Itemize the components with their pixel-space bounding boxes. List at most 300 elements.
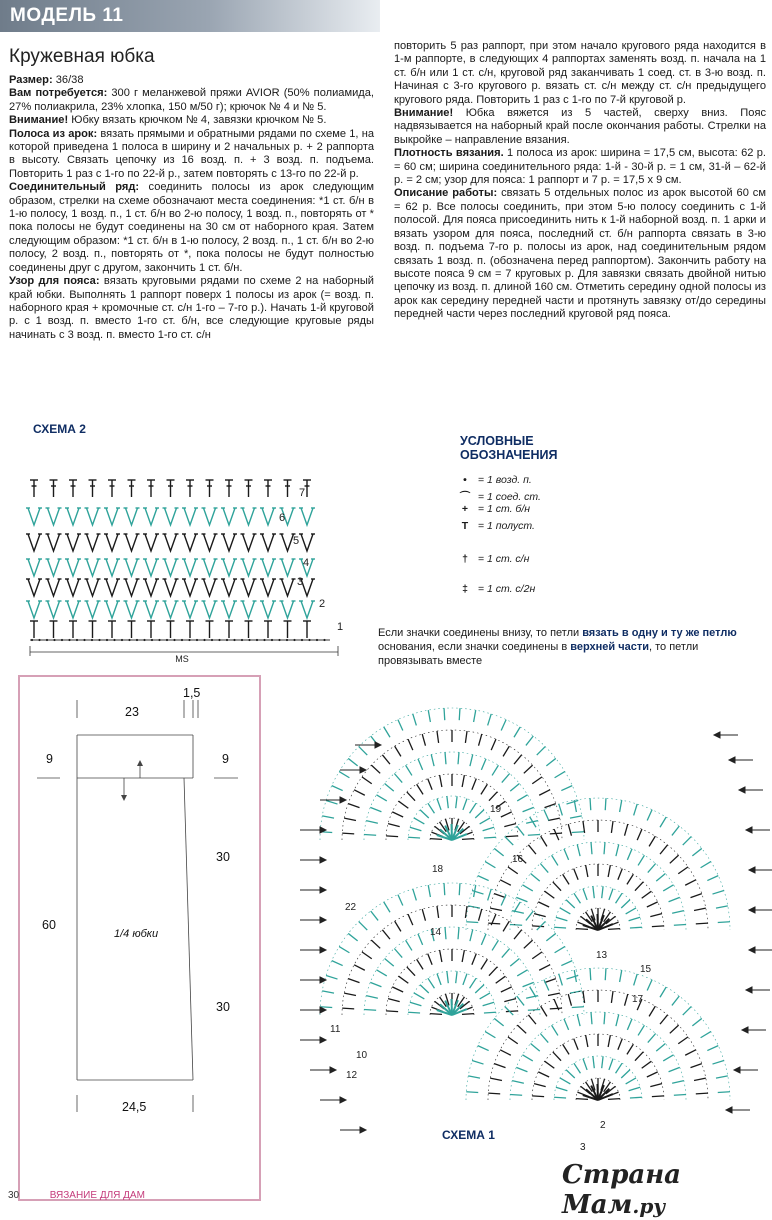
schema1-stitch xyxy=(479,734,482,746)
schema1-stitch xyxy=(683,1007,691,1015)
schema1-stitch xyxy=(523,807,534,811)
schema1-stitch xyxy=(407,792,415,801)
schema1-stitch xyxy=(707,876,718,881)
schema1-stitch xyxy=(502,774,510,783)
schema1-stitch xyxy=(718,922,730,923)
schema1-stitch xyxy=(466,922,478,923)
schema1-stitch xyxy=(474,710,476,722)
schema1-stitch xyxy=(605,968,606,980)
schema1-row-number: 19 xyxy=(490,804,502,815)
schema1-row-number: 11 xyxy=(330,1024,341,1035)
schema1-stitch xyxy=(463,974,467,985)
schema1-stitch xyxy=(354,965,365,970)
schema1-stitch xyxy=(572,832,584,833)
schema1-stitch xyxy=(430,839,442,840)
schema1-stitch xyxy=(532,952,542,959)
schema1-stitch xyxy=(707,1046,718,1051)
schema1-stitch xyxy=(555,772,565,778)
schema1-stitch xyxy=(418,759,423,770)
schema1-stitch xyxy=(634,974,638,985)
schema1-stitch xyxy=(394,774,402,783)
schema1-stitch xyxy=(618,869,622,880)
schema1-row-number: 14 xyxy=(430,927,442,938)
schema1-stitch xyxy=(385,783,394,791)
schema1-stitch xyxy=(444,708,445,720)
schema1-stitch xyxy=(517,996,524,1005)
schema1-stitch xyxy=(541,836,547,846)
schema1-stitch xyxy=(526,911,533,920)
schema1-stitch xyxy=(326,975,337,979)
join-arrow xyxy=(300,1007,326,1013)
schema1-stitch xyxy=(561,786,572,791)
schema1-stitch xyxy=(417,784,423,794)
schema1-stitch xyxy=(491,739,496,750)
schema1-stitch xyxy=(660,845,668,854)
schema1-stitch xyxy=(437,731,439,743)
schema1-stitch xyxy=(484,1012,496,1013)
schema1-stitch xyxy=(554,1097,566,1098)
schema1-stitch xyxy=(348,804,359,808)
schema1-stitch xyxy=(540,864,548,873)
schema1-stitch xyxy=(522,885,532,891)
schema1-stitch xyxy=(669,1067,680,1071)
schema1-stitch xyxy=(484,837,496,838)
schema1-stitch xyxy=(618,1039,622,1050)
schema1-stitch xyxy=(526,736,533,745)
schema1-stitch xyxy=(609,889,613,900)
schema1-stitch xyxy=(532,1096,544,1097)
join-arrow xyxy=(310,1067,336,1073)
schema1-stitch xyxy=(647,902,658,907)
schema1-stitch xyxy=(570,816,582,818)
schema1-stitch xyxy=(413,714,417,725)
schema1-stitch xyxy=(556,917,567,920)
schema1-stitch xyxy=(470,929,473,941)
schema1-stitch xyxy=(591,1012,592,1024)
schema1-stitch xyxy=(647,810,652,821)
schema1-stitch xyxy=(566,800,577,804)
schema1-stitch xyxy=(510,1094,522,1095)
schema1-stitch xyxy=(504,824,516,827)
join-arrow xyxy=(300,887,326,893)
schema1-stitch xyxy=(577,844,580,856)
schema1-stitch xyxy=(501,720,506,731)
schema1-stitch xyxy=(508,1037,518,1044)
schema1-stitch xyxy=(408,837,420,838)
schema1-stitch xyxy=(428,803,435,813)
schema1-stitch xyxy=(514,755,522,764)
schema1-stitch xyxy=(422,734,425,746)
schema1-stitch xyxy=(539,965,550,970)
schema1-row-number: 18 xyxy=(432,864,444,875)
schema1-fan xyxy=(466,798,730,930)
schema1-stitch xyxy=(481,784,487,794)
schema1-stitch xyxy=(690,1064,701,1068)
schema1-stitch xyxy=(456,796,457,808)
schema1-stitch xyxy=(465,731,467,743)
schema1-stitch xyxy=(414,818,424,824)
schema1-stitch xyxy=(395,921,401,931)
schema1-stitch xyxy=(574,893,581,903)
schema1-stitch xyxy=(531,1043,540,1051)
schema1-stitch xyxy=(489,792,497,801)
schema1-stitch xyxy=(534,1084,546,1087)
schema1-stitch xyxy=(656,1043,665,1051)
schema1-stitch xyxy=(459,883,460,895)
schema1-stitch xyxy=(398,720,403,731)
schema1-stitch xyxy=(370,982,381,986)
schema1-stitch xyxy=(574,869,578,880)
schema1-stitch xyxy=(556,1087,567,1090)
schema1-stitch xyxy=(458,752,459,764)
schema1-stitch xyxy=(591,842,592,854)
join-arrow xyxy=(300,827,326,833)
schema1-stitch xyxy=(505,837,513,845)
schema1-stitch xyxy=(616,1014,619,1026)
schema1-stitch xyxy=(490,908,502,910)
schema1-stitch xyxy=(344,993,356,995)
schema1-stitch xyxy=(501,812,512,817)
schema1-stitch xyxy=(553,1052,561,1061)
schema1-stitch xyxy=(647,1072,658,1077)
schema1-stitch xyxy=(670,855,679,863)
dim-belt-left: 9 xyxy=(46,752,53,766)
schema1-row-number: 3 xyxy=(580,1142,586,1153)
schema1-stitch xyxy=(488,1093,500,1094)
schema1-stitch xyxy=(678,867,688,874)
ms-label: MS xyxy=(175,654,189,664)
schema1-stitch xyxy=(485,862,495,868)
schema1-stitch xyxy=(541,1006,547,1016)
schema1-stitch xyxy=(538,1072,549,1077)
schema1-stitch xyxy=(517,795,527,801)
schema1-stitch xyxy=(388,824,400,827)
schema1-stitch xyxy=(420,985,429,993)
schema1-stitch xyxy=(503,746,509,756)
schema1-stitch xyxy=(488,714,492,725)
join-arrow xyxy=(746,827,770,833)
schema1-stitch xyxy=(371,911,378,920)
schema1-stitch xyxy=(627,849,632,860)
density-paragraph: Плотность вязания. 1 полоса из арок: ширина = 17,5 см, высота: 62 р. = 60 см; ширина соединительного ряда: 1-й - 30-й р. = 1 см, 31-й – 62-й р. = 2 см; узор для пояса: 1 раппорт и 7 р. = 17,5 х 9 см. xyxy=(394,147,766,187)
schema1-stitch xyxy=(563,1044,569,1054)
schema1-stitch xyxy=(574,1039,578,1050)
schema1-stitch xyxy=(611,821,613,833)
schema1-stitch xyxy=(470,754,473,766)
schema1-stitch xyxy=(456,971,457,983)
schema1-stitch xyxy=(604,1012,605,1024)
schema1-stitch xyxy=(576,929,588,930)
schema1-stitch xyxy=(634,804,638,815)
schema1-stitch xyxy=(566,1070,575,1078)
schema1-stitch xyxy=(672,826,679,835)
schema1-stitch xyxy=(652,1096,664,1097)
schema2-row-number: 7 xyxy=(299,487,306,499)
schema1-stitch xyxy=(514,902,520,912)
schema1-stitch xyxy=(428,978,435,988)
schema1-stitch xyxy=(517,826,524,835)
schema1-stitch xyxy=(348,933,357,940)
schema1-stitch xyxy=(481,759,486,770)
schema1-stitch xyxy=(540,1034,548,1043)
schema1-stitch xyxy=(418,934,423,945)
schema1-stitch xyxy=(480,993,490,999)
schema1-stitch xyxy=(546,933,555,940)
dim-upper-right: 30 xyxy=(216,850,230,864)
schema1-stitch xyxy=(629,1087,640,1090)
schema1-stitch xyxy=(382,930,390,939)
schema1-stitch xyxy=(570,991,582,993)
schema1-stitch xyxy=(602,1056,603,1068)
schema1-stitch xyxy=(554,829,559,840)
schema1-stitch xyxy=(696,923,708,924)
schema1-stitch xyxy=(406,940,412,950)
schema1-stitch xyxy=(544,979,555,983)
join-arrow xyxy=(300,977,326,983)
schema1-stitch xyxy=(674,924,686,925)
half-double-icon: T xyxy=(461,520,469,532)
schema1-stitch xyxy=(683,837,691,845)
schema1-stitch xyxy=(609,1059,613,1070)
dim-top-width: 23 xyxy=(125,705,139,719)
schema1-stitch xyxy=(648,864,656,873)
schema1-row-number: 10 xyxy=(356,1050,368,1061)
schema2-row-number: 3 xyxy=(297,576,304,588)
schema1-stitch xyxy=(670,1025,679,1033)
schema1-stitch xyxy=(532,926,544,927)
schema1-stitch xyxy=(510,783,519,791)
schema1-stitch xyxy=(685,880,696,885)
schema1-stitch xyxy=(627,1044,633,1054)
schema1-stitch xyxy=(388,999,400,1002)
schema1-stitch xyxy=(481,934,486,945)
schema1-stitch xyxy=(440,775,442,787)
schema1-stitch xyxy=(366,996,378,999)
schema1-stitch xyxy=(553,882,561,891)
belt-paragraph: Узор для пояса: вязать круговыми рядами по схеме 2 на наборный край юбки. Выполнять 1 раппорт поверх 1 полосы из арок (= возд. п. наборного края + кромочные ст. с/н 1-го – 7-го р.). Начать 1-й круговой р. с 1 возд. п. вместо 1-го ст. б/н, все следующие круговые ряды начинать с 3 возд. п. вместо 1-го ст. с/н xyxy=(9,275,374,341)
double-crochet-icon: † xyxy=(462,553,468,565)
schema1-stitch xyxy=(514,727,520,737)
schema1-stitch xyxy=(437,799,441,810)
schema1-row-number: 13 xyxy=(596,950,608,961)
materials-paragraph: Вам потребуется: 300 г меланжевой пряжи AVIOR (50% полиамида, 27% полиакрила, 23% хлопка, 150 м/50 г); крючок № 4 и № 5. xyxy=(9,87,375,113)
schema1-stitch xyxy=(475,810,484,818)
schema1-stitch xyxy=(608,865,610,877)
schema1-stitch xyxy=(364,1009,376,1010)
schema1-stitch xyxy=(494,894,505,898)
treble-crochet-icon: ‡ xyxy=(462,583,468,595)
schema2-row-number: 1 xyxy=(337,621,344,633)
schema1-stitch xyxy=(517,970,527,976)
schema1-stitch xyxy=(692,1018,701,1025)
schema1-stitch xyxy=(322,816,334,818)
schema1-stitch xyxy=(524,765,533,773)
schema1-stitch xyxy=(506,836,518,837)
schema1-stitch xyxy=(608,1035,610,1047)
schema1-stitch xyxy=(506,1011,518,1012)
schema1-stitch xyxy=(500,880,511,885)
schema1-stitch xyxy=(550,1008,562,1009)
schema1-stitch xyxy=(577,1014,580,1026)
join-arrow xyxy=(739,787,763,793)
schema1-stitch xyxy=(392,812,403,817)
join-arrow xyxy=(734,1067,758,1073)
schema1-stitch xyxy=(583,1059,587,1070)
schema1-fan xyxy=(320,883,584,1015)
schema1-stitch xyxy=(504,999,516,1002)
schema1-stitch xyxy=(399,801,409,808)
schema2-label: СХЕМА 2 xyxy=(33,422,86,436)
schema1-stitch xyxy=(376,970,386,976)
schema1-stitch xyxy=(523,982,534,986)
schema1-stitch xyxy=(539,790,550,795)
schema1-stitch xyxy=(428,710,430,722)
schema1-stitch xyxy=(663,1055,673,1061)
site-watermark: Страна Мам.ру xyxy=(562,1160,682,1220)
schema1-stitch xyxy=(488,923,500,924)
schema1-stitch xyxy=(626,908,636,914)
schema1-stitch xyxy=(478,876,489,881)
single-crochet-icon: + xyxy=(461,503,469,515)
schema1-stitch xyxy=(605,798,606,810)
schema1-row-number: 15 xyxy=(640,964,652,975)
schema1-stitch xyxy=(649,1006,655,1016)
slip-stitch-icon: ⌒ xyxy=(459,491,471,503)
schema1-stitch xyxy=(516,1067,527,1071)
schema1-stitch xyxy=(462,775,464,787)
schema1-stitch xyxy=(399,976,409,983)
schema1-stitch xyxy=(672,996,679,1005)
schema1-stitch xyxy=(394,949,402,958)
join-arrow xyxy=(320,1097,346,1103)
schema1-stitch xyxy=(494,1064,505,1068)
schema1-stitch xyxy=(590,798,591,810)
schema1-stitch xyxy=(554,927,566,928)
schema1-stitch xyxy=(386,836,398,837)
schema1-stitch xyxy=(359,922,367,930)
schema1-stitch xyxy=(660,987,666,997)
size-paragraph: Размер: 36/38 xyxy=(9,74,84,86)
schema1-stitch xyxy=(534,914,546,917)
schema1-stitch xyxy=(408,1012,420,1013)
schema1-stitch xyxy=(694,1078,706,1080)
schema1-stitch xyxy=(501,987,512,992)
schema1-stitch xyxy=(638,1025,644,1035)
schema1-stitch xyxy=(430,1014,442,1015)
schema1-stitch xyxy=(627,1019,632,1030)
schema1-stitch xyxy=(548,818,560,820)
page-footer: 30 ВЯЗАНИЕ ДЛЯ ДАМ xyxy=(8,1190,145,1201)
schema1-stitch xyxy=(604,842,605,854)
chain-stitch-icon: • xyxy=(463,474,467,486)
schema1-stitch xyxy=(642,891,652,898)
schema1-stitch xyxy=(431,754,434,766)
schema1-stitch xyxy=(517,1025,526,1033)
schema1-stitch xyxy=(630,1097,642,1098)
schema1-stitch xyxy=(466,1092,478,1093)
schema1-stitch xyxy=(320,1007,332,1008)
dim-lower-right: 30 xyxy=(216,1000,230,1014)
schema1-stitch xyxy=(472,779,476,790)
join-arrow xyxy=(300,857,326,863)
schema1-stitch xyxy=(638,855,644,865)
join-arrow xyxy=(749,867,772,873)
schema1-stitch xyxy=(463,799,467,810)
schema1-stitch xyxy=(701,1032,711,1038)
schema1-stitch xyxy=(572,1007,584,1008)
schema1-stitch xyxy=(627,874,633,884)
schema1-stitch xyxy=(528,845,536,854)
join-arrow xyxy=(340,767,366,773)
schema1-stitch xyxy=(660,1015,668,1024)
schema1-stitch xyxy=(384,902,390,912)
schema1-stitch xyxy=(496,976,506,983)
schema1-row-number: 12 xyxy=(346,1070,358,1081)
arches-paragraph: Полоса из арок: вязать прямыми и обратными рядами по схеме 1, на которой приведена 1 полоса в ширину и 2 начальных р. + 2 раппорта в высоту. Связать цепочку из 16 возд. п. + 3 возд. п. подъема. Повторить 1 раз с 1-го по 22-й р., затем повторять с 13-го по 22-й р. xyxy=(9,127,374,180)
schema1-stitch xyxy=(485,1032,495,1038)
schema1-stitch xyxy=(621,900,630,908)
schema1-stitch xyxy=(478,1046,489,1051)
stitch-join-note: Если значки соединены внизу, то петли вязать в одну и ту же петлю основания, если значки соединены в верхней части, то петли провязывать вместе xyxy=(378,627,737,667)
schema1-row-number: 22 xyxy=(345,902,357,913)
schema1-stitch xyxy=(712,890,723,894)
schema1-stitch xyxy=(359,747,367,755)
schema1-stitch xyxy=(528,1009,540,1010)
schema1-stitch xyxy=(410,827,421,830)
schema1-stitch xyxy=(342,833,354,834)
join-arrow xyxy=(300,1037,326,1043)
schema2-row-number: 5 xyxy=(293,535,300,547)
schema1-stitch xyxy=(362,777,372,784)
schema2-row-number: 2 xyxy=(319,598,326,610)
schema1-stitch xyxy=(616,844,619,856)
dim-belt-right: 9 xyxy=(222,752,229,766)
schema1-stitch xyxy=(472,1060,483,1064)
legend-text: = 1 соед. ст. xyxy=(475,491,541,503)
schema1-stitch xyxy=(392,987,403,992)
schema1-stitch xyxy=(483,1002,494,1005)
legend-text: = 1 полуст. xyxy=(475,520,535,532)
schema1-stitch xyxy=(348,758,357,765)
schema1-stitch xyxy=(376,795,386,801)
legend-text: = 1 возд. п. xyxy=(475,474,532,486)
schema1-stitch xyxy=(620,800,622,812)
schema1-stitch xyxy=(384,727,390,737)
schema1-stitch xyxy=(616,893,623,903)
schema1-stitch xyxy=(678,1037,688,1044)
schema1-stitch xyxy=(428,954,432,965)
schema1-stitch xyxy=(716,1076,728,1078)
schema1-stitch xyxy=(428,779,432,790)
schema1-stitch xyxy=(470,978,477,988)
schema1-stitch xyxy=(483,827,494,830)
schema1-stitch xyxy=(445,927,446,939)
schema1-stitch xyxy=(444,883,445,895)
schema1-stitch xyxy=(492,940,498,950)
schema1-stitch xyxy=(674,1094,686,1095)
schema1-stitch xyxy=(583,889,587,900)
schema1-stitch xyxy=(342,1008,354,1009)
schema1-stitch xyxy=(660,817,666,827)
quarter-skirt-label: 1/4 юбки xyxy=(114,928,159,940)
schema1-stitch xyxy=(649,836,655,846)
schema1-stitch xyxy=(462,950,464,962)
schema1-stitch xyxy=(630,927,642,928)
schema1-stitch xyxy=(716,906,728,908)
schema1-stitch xyxy=(475,985,484,993)
legend-text: = 1 ст. с/2н xyxy=(475,583,536,595)
schema1-stitch xyxy=(559,804,563,815)
